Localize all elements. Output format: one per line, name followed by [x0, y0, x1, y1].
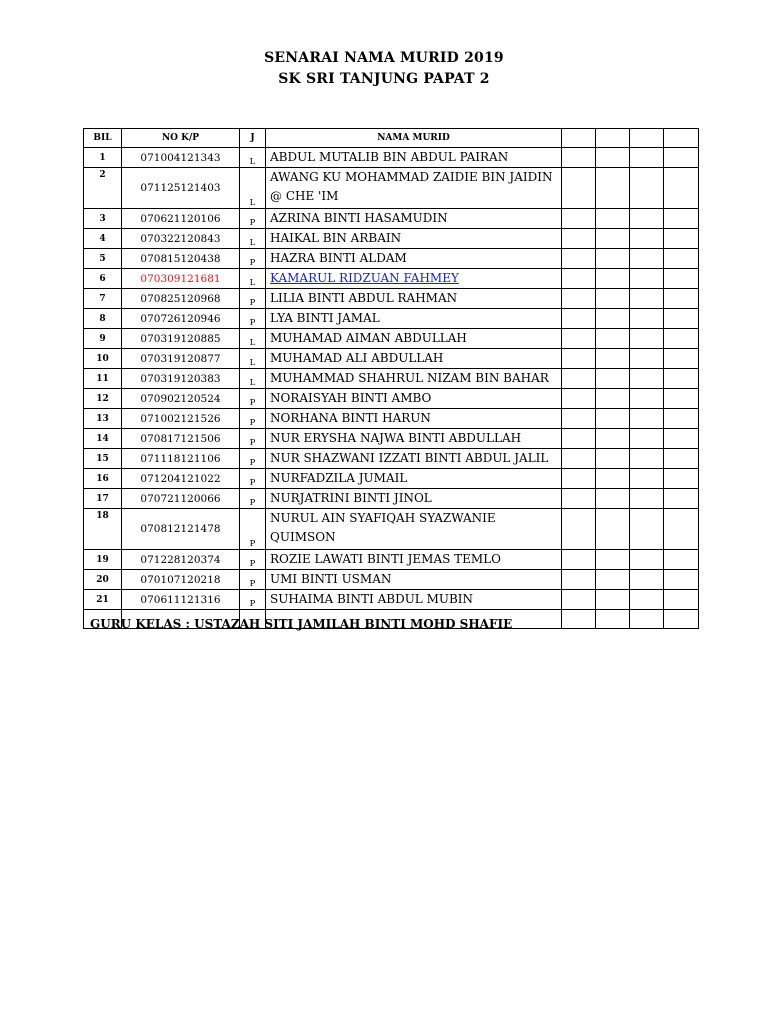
header-nokp: NO K/P [122, 129, 240, 148]
empty-cell [562, 570, 596, 590]
table-row [84, 469, 699, 489]
row-nokp: 070902120524 [122, 389, 240, 409]
table-row [84, 389, 699, 409]
table-row [84, 209, 699, 229]
row-nama: ROZIE LAWATI BINTI JEMAS TEMLO [266, 550, 562, 570]
table-row [84, 449, 699, 469]
table-row [84, 249, 699, 269]
row-bil: 3 [84, 209, 122, 229]
empty-cell [562, 429, 596, 449]
table-row [84, 570, 699, 590]
empty-cell [596, 469, 630, 489]
row-jantina: P [240, 289, 266, 309]
row-jantina: P [240, 429, 266, 449]
empty-cell [562, 168, 596, 209]
table-row [84, 329, 699, 349]
empty-cell [664, 570, 699, 590]
table-row [84, 289, 699, 309]
empty-cell [596, 148, 630, 168]
row-bil: 7 [84, 289, 122, 309]
row-jantina: L [240, 349, 266, 369]
empty-cell [562, 369, 596, 389]
row-nokp: 070319120877 [122, 349, 240, 369]
empty-cell [630, 409, 664, 429]
table-row [84, 550, 699, 570]
empty-cell [664, 489, 699, 509]
header-nama: NAMA MURID [266, 129, 562, 148]
empty-cell [664, 269, 699, 289]
row-bil: 8 [84, 309, 122, 329]
empty-cell [664, 229, 699, 249]
row-jantina: P [240, 590, 266, 610]
empty-cell [664, 409, 699, 429]
empty-cell [630, 550, 664, 570]
empty-cell [562, 509, 596, 550]
table-row [84, 509, 699, 550]
row-nama: MUHAMMAD SHAHRUL NIZAM BIN BAHAR [266, 369, 562, 389]
empty-cell [664, 349, 699, 369]
row-nama: NORAISYAH BINTI AMBO [266, 389, 562, 409]
empty-cell [562, 229, 596, 249]
empty-cell [562, 249, 596, 269]
empty-cell [596, 309, 630, 329]
empty-cell [630, 369, 664, 389]
row-nokp: 071228120374 [122, 550, 240, 570]
table-row [84, 409, 699, 429]
empty-cell [596, 610, 630, 629]
empty-cell [596, 550, 630, 570]
table-header-row [84, 129, 699, 148]
empty-cell [630, 469, 664, 489]
row-bil: 16 [84, 469, 122, 489]
table-row [84, 168, 699, 209]
row-bil: 14 [84, 429, 122, 449]
empty-cell [664, 449, 699, 469]
row-nokp: 071004121343 [122, 148, 240, 168]
row-nokp: 070825120968 [122, 289, 240, 309]
empty-cell [630, 509, 664, 550]
empty-cell [562, 389, 596, 409]
row-jantina: L [240, 148, 266, 168]
row-nama: NURUL AIN SYAFIQAH SYAZWANIE QUIMSON [266, 509, 562, 550]
table-row [84, 229, 699, 249]
row-nokp: 071118121106 [122, 449, 240, 469]
empty-cell [630, 209, 664, 229]
empty-cell [596, 389, 630, 409]
empty-cell [630, 148, 664, 168]
empty-cell [562, 309, 596, 329]
table-row [84, 489, 699, 509]
row-jantina: P [240, 489, 266, 509]
row-nokp: 070726120946 [122, 309, 240, 329]
row-bil: 15 [84, 449, 122, 469]
class-teacher: GURU KELAS : USTAZAH SITI JAMILAH BINTI MOHD SHAFIE [90, 617, 513, 631]
table-row [84, 369, 699, 389]
table-row [84, 429, 699, 449]
empty-cell [630, 329, 664, 349]
row-nokp: 070812121478 [122, 509, 240, 550]
row-nokp: 070322120843 [122, 229, 240, 249]
row-jantina: P [240, 409, 266, 429]
empty-cell [630, 570, 664, 590]
row-nama: AZRINA BINTI HASAMUDIN [266, 209, 562, 229]
empty-cell [664, 610, 699, 629]
row-jantina: P [240, 309, 266, 329]
empty-cell [596, 570, 630, 590]
empty-cell [630, 269, 664, 289]
empty-cell [596, 289, 630, 309]
row-jantina: P [240, 249, 266, 269]
empty-cell [596, 489, 630, 509]
empty-cell [562, 469, 596, 489]
row-nokp: 070815120438 [122, 249, 240, 269]
empty-cell [630, 349, 664, 369]
header-blank [596, 129, 630, 148]
empty-cell [630, 389, 664, 409]
empty-cell [630, 590, 664, 610]
row-nokp: 071002121526 [122, 409, 240, 429]
row-nokp: 070319120885 [122, 329, 240, 349]
empty-cell [664, 148, 699, 168]
row-bil: 20 [84, 570, 122, 590]
empty-cell [596, 369, 630, 389]
row-bil: 17 [84, 489, 122, 509]
empty-cell [596, 249, 630, 269]
table-row [84, 309, 699, 329]
empty-cell [664, 469, 699, 489]
empty-cell [596, 229, 630, 249]
empty-cell [596, 269, 630, 289]
page-title: SENARAI NAMA MURID 2019 [264, 50, 504, 66]
header-blank [562, 129, 596, 148]
empty-cell [630, 449, 664, 469]
row-bil: 1 [84, 148, 122, 168]
empty-cell [562, 449, 596, 469]
empty-cell [596, 409, 630, 429]
row-bil: 13 [84, 409, 122, 429]
row-nama[interactable]: KAMARUL RIDZUAN FAHMEY [266, 269, 562, 289]
empty-cell [664, 550, 699, 570]
row-nokp: 070721120066 [122, 489, 240, 509]
row-nama: NUR SHAZWANI IZZATI BINTI ABDUL JALIL [266, 449, 562, 469]
row-nama: NURFADZILA JUMAIL [266, 469, 562, 489]
table-row [84, 349, 699, 369]
row-nama: NUR ERYSHA NAJWA BINTI ABDULLAH [266, 429, 562, 449]
student-table [83, 128, 699, 629]
row-jantina: P [240, 570, 266, 590]
header-j: J [240, 129, 266, 148]
row-nokp: 070309121681 [122, 269, 240, 289]
row-bil: 5 [84, 249, 122, 269]
empty-cell [630, 489, 664, 509]
empty-cell [664, 309, 699, 329]
row-nokp: 070107120218 [122, 570, 240, 590]
row-nama: ABDUL MUTALIB BIN ABDUL PAIRAN [266, 148, 562, 168]
row-jantina: P [240, 469, 266, 489]
row-nokp: 070817121506 [122, 429, 240, 449]
school-name: SK SRI TANJUNG PAPAT 2 [278, 71, 490, 87]
empty-cell [596, 449, 630, 469]
empty-cell [596, 349, 630, 369]
row-nama: LYA BINTI JAMAL [266, 309, 562, 329]
row-nokp: 070319120383 [122, 369, 240, 389]
empty-cell [630, 168, 664, 209]
empty-cell [664, 209, 699, 229]
empty-cell [562, 209, 596, 229]
row-nama: AWANG KU MOHAMMAD ZAIDIE BIN JAIDIN @ CHE 'IM [266, 168, 562, 209]
row-bil: 21 [84, 590, 122, 610]
row-bil: 11 [84, 369, 122, 389]
row-jantina: P [240, 449, 266, 469]
row-jantina: L [240, 329, 266, 349]
empty-cell [630, 610, 664, 629]
row-jantina: L [240, 369, 266, 389]
row-bil: 2 [84, 168, 122, 209]
row-nama: SUHAIMA BINTI ABDUL MUBIN [266, 590, 562, 610]
empty-cell [562, 610, 596, 629]
table-row [84, 148, 699, 168]
row-jantina: L [240, 269, 266, 289]
table-row [84, 269, 699, 289]
empty-cell [630, 229, 664, 249]
row-bil: 4 [84, 229, 122, 249]
empty-cell [664, 389, 699, 409]
empty-cell [664, 590, 699, 610]
row-bil: 10 [84, 349, 122, 369]
empty-cell [664, 168, 699, 209]
row-nama: MUHAMAD ALI ABDULLAH [266, 349, 562, 369]
row-jantina: P [240, 509, 266, 550]
empty-cell [562, 590, 596, 610]
row-bil: 6 [84, 269, 122, 289]
empty-cell [630, 309, 664, 329]
empty-cell [630, 429, 664, 449]
empty-cell [562, 269, 596, 289]
row-nama: NORHANA BINTI HARUN [266, 409, 562, 429]
row-jantina: P [240, 209, 266, 229]
empty-cell [562, 489, 596, 509]
empty-cell [562, 148, 596, 168]
header-bil: BIL [84, 129, 122, 148]
row-bil: 12 [84, 389, 122, 409]
empty-cell [596, 429, 630, 449]
empty-cell [596, 329, 630, 349]
empty-cell [664, 289, 699, 309]
empty-cell [664, 509, 699, 550]
row-jantina: L [240, 168, 266, 209]
row-nokp: 070611121316 [122, 590, 240, 610]
empty-cell [664, 429, 699, 449]
row-nokp: 071204121022 [122, 469, 240, 489]
empty-cell [664, 369, 699, 389]
row-bil: 9 [84, 329, 122, 349]
row-nama: HAZRA BINTI ALDAM [266, 249, 562, 269]
empty-cell [562, 349, 596, 369]
empty-cell [630, 249, 664, 269]
empty-cell [562, 409, 596, 429]
empty-cell [596, 168, 630, 209]
empty-cell [664, 249, 699, 269]
table-row [84, 590, 699, 610]
empty-cell [562, 329, 596, 349]
empty-cell [596, 590, 630, 610]
row-nokp: 070621120106 [122, 209, 240, 229]
empty-cell [664, 329, 699, 349]
header-blank [630, 129, 664, 148]
row-bil: 19 [84, 550, 122, 570]
row-jantina: P [240, 389, 266, 409]
row-bil: 18 [84, 509, 122, 550]
row-nama: NURJATRINI BINTI JINOL [266, 489, 562, 509]
empty-cell [630, 289, 664, 309]
header-blank [664, 129, 699, 148]
empty-cell [596, 509, 630, 550]
row-jantina: P [240, 550, 266, 570]
row-nokp: 071125121403 [122, 168, 240, 209]
row-nama: MUHAMAD AIMAN ABDULLAH [266, 329, 562, 349]
row-nama: UMI BINTI USMAN [266, 570, 562, 590]
empty-cell [562, 550, 596, 570]
row-nama: LILIA BINTI ABDUL RAHMAN [266, 289, 562, 309]
row-nama: HAIKAL BIN ARBAIN [266, 229, 562, 249]
row-jantina: L [240, 229, 266, 249]
empty-cell [596, 209, 630, 229]
empty-cell [562, 289, 596, 309]
